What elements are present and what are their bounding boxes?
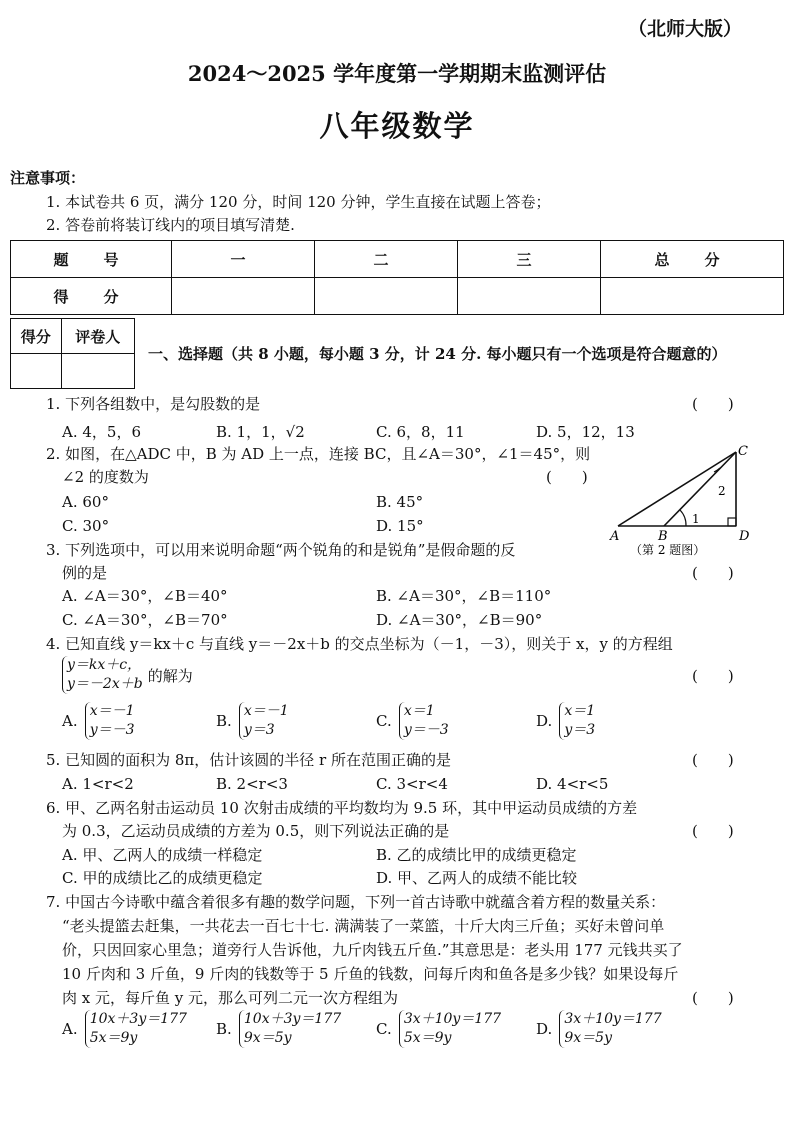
- label-d: D: [739, 529, 750, 544]
- option-line: y＝－3: [403, 722, 449, 738]
- q5-option-c[interactable]: C. 3<r<4: [376, 775, 448, 793]
- q2-stem-line-1: 2. 如图，在△ADC 中，B 为 AD 上一点，连接 BC，且∠A＝30°，∠1＝45°，则: [46, 445, 591, 463]
- option-label: D.: [536, 712, 553, 730]
- notice-item-2: 2. 答卷前将装订线内的项目填写清楚.: [46, 216, 295, 234]
- option-line: 5x＝9y: [403, 1030, 452, 1046]
- q7-option-d[interactable]: [536, 1010, 662, 1048]
- q7-stem-line-2: “老头提篮去赶集，一共花去一百七十七. 满满装了一菜篮，十斤大肉三斤鱼；买好未曾问单: [62, 917, 665, 935]
- score-input-cell[interactable]: [458, 278, 601, 315]
- q6-stem-line-2: 为 0.3，乙运动员成绩的方差为 0.5，则下列说法正确的是: [62, 822, 450, 840]
- score-cell: 一: [172, 241, 315, 278]
- label-a: A: [610, 529, 620, 544]
- figure-caption: （第 2 题图）: [630, 543, 706, 557]
- score-table-header-row: [11, 241, 784, 278]
- q3-stem-line-2: 例的是: [62, 564, 108, 582]
- score-table-score-row: [11, 278, 784, 315]
- option-line: y＝－3: [89, 722, 135, 738]
- answer-bracket[interactable]: ( ): [692, 989, 734, 1007]
- option-label: A.: [62, 1020, 78, 1038]
- q1-option-d[interactable]: D. 5，12，13: [536, 423, 635, 441]
- score-input-cell[interactable]: [601, 278, 784, 315]
- q7-option-b[interactable]: [216, 1010, 341, 1048]
- section-1-title: 一、选择题（共 8 小题，每小题 3 分，计 24 分. 每小题只有一个选项是符合题意的）: [148, 345, 727, 363]
- q6-stem-line-1: 6. 甲、乙两名射击运动员 10 次射击成绩的平均数均为 9.5 环，其中甲运动员成绩的方差: [46, 799, 638, 817]
- q3-option-c[interactable]: C. ∠A＝30°，∠B＝70°: [62, 611, 228, 629]
- q7-stem-line-1: 7. 中国古今诗歌中蕴含着很多有趣的数学问题，下列一首古诗歌中就蕴含着方程的数量关系：: [46, 893, 666, 911]
- option-line: 3x＋10y＝177: [564, 1011, 662, 1027]
- q3-stem-line-1: 3. 下列选项中，可以用来说明命题“两个锐角的和是锐角”是假命题的反: [46, 541, 516, 559]
- answer-bracket[interactable]: ( ): [546, 468, 588, 486]
- q1-stem: 1. 下列各组数中，是勾股数的是: [46, 395, 261, 413]
- score-input-cell[interactable]: [172, 278, 315, 315]
- q1-option-b[interactable]: B. 1，1，√2: [216, 423, 305, 441]
- option-label: A.: [62, 712, 78, 730]
- q5-option-d[interactable]: D. 4<r<5: [536, 775, 609, 793]
- score-cell: 总 分: [601, 241, 784, 278]
- label-angle-2: 2: [718, 484, 726, 498]
- option-line: x＝1: [564, 703, 596, 719]
- answer-bracket[interactable]: ( ): [692, 751, 734, 769]
- notice-item-1: 1. 本试卷共 6 页，满分 120 分，时间 120 分钟，学生直接在试题上答卷；: [46, 193, 551, 211]
- score-table: [10, 240, 784, 315]
- q2-option-d[interactable]: D. 15°: [376, 517, 424, 535]
- q6-option-c[interactable]: C. 甲的成绩比乙的成绩更稳定: [62, 869, 263, 887]
- grader-score-label: 得分: [11, 319, 62, 354]
- q5-option-b[interactable]: B. 2<r<3: [216, 775, 288, 793]
- angle-1-arc: [680, 510, 686, 526]
- option-label: B.: [216, 1020, 232, 1038]
- label-c: C: [738, 444, 748, 459]
- grader-name-input[interactable]: [61, 354, 134, 389]
- q5-option-a[interactable]: A. 1<r<2: [62, 775, 134, 793]
- q2-triangle-figure: [600, 440, 770, 560]
- score-input-cell[interactable]: [315, 278, 458, 315]
- answer-bracket[interactable]: ( ): [692, 822, 734, 840]
- q4-option-c[interactable]: [376, 702, 449, 740]
- option-label: C.: [376, 712, 392, 730]
- q4-stem-line-2: 的解为: [147, 666, 193, 685]
- score-cell: 得 分: [11, 278, 172, 315]
- option-line: 9x＝5y: [243, 1030, 292, 1046]
- q7-stem-line-3: 价，只因回家心里急；道旁行人告诉他，九斤肉钱五斤鱼.”其意思是：老头用 177 元钱共买了: [62, 941, 683, 959]
- q6-option-b[interactable]: B. 乙的成绩比甲的成绩更稳定: [376, 846, 577, 864]
- q4-system: [62, 656, 195, 694]
- q2-option-c[interactable]: C. 30°: [62, 517, 110, 535]
- subject-title: 八年级数学: [319, 109, 475, 143]
- score-cell: 二: [315, 241, 458, 278]
- answer-bracket[interactable]: ( ): [692, 395, 734, 413]
- option-line: 9x＝5y: [564, 1030, 612, 1046]
- label-b: B: [658, 529, 668, 544]
- option-line: 10x＋3y＝177: [243, 1011, 342, 1027]
- q4-option-b[interactable]: [216, 702, 289, 740]
- option-line: y＝3: [564, 722, 596, 738]
- option-line: y＝3: [243, 722, 275, 738]
- q7-stem-line-5: 肉 x 元，每斤鱼 y 元，那么可列二元一次方程组为: [62, 989, 399, 1007]
- answer-bracket[interactable]: ( ): [692, 564, 734, 582]
- q4-stem-line-1: 4. 已知直线 y＝kx＋c 与直线 y＝－2x＋b 的交点坐标为（－1，－3），则关于 x，y 的方程组: [46, 635, 673, 653]
- q4-option-a[interactable]: [62, 702, 135, 740]
- option-line: 3x＋10y＝177: [403, 1011, 502, 1027]
- answer-bracket[interactable]: ( ): [692, 667, 734, 685]
- option-label: B.: [216, 712, 232, 730]
- label-angle-1: 1: [692, 512, 700, 526]
- q1-option-c[interactable]: C. 6，8，11: [376, 423, 465, 441]
- option-line: x＝－1: [89, 703, 135, 719]
- score-cell: 三: [458, 241, 601, 278]
- score-cell: 题 号: [11, 241, 172, 278]
- right-angle-mark: [728, 518, 736, 526]
- q4-equation-1: y＝kx＋c，: [67, 657, 142, 673]
- q7-option-c[interactable]: [376, 1010, 501, 1048]
- grader-box: [10, 318, 135, 389]
- option-line: x＝1: [403, 703, 435, 719]
- q4-option-d[interactable]: [536, 702, 595, 740]
- notice-heading: 注意事项：: [10, 169, 86, 187]
- exam-title: 2024～2025 学年度第一学期期末监测评估: [187, 61, 607, 86]
- q3-option-a[interactable]: A. ∠A＝30°，∠B＝40°: [62, 587, 228, 605]
- grader-name-label: 评卷人: [61, 319, 134, 354]
- q5-stem: 5. 已知圆的面积为 8π，估计该圆的半径 r 所在范围正确的是: [46, 751, 451, 769]
- grader-score-input[interactable]: [11, 354, 62, 389]
- q7-stem-line-4: 10 斤肉和 3 斤鱼，9 斤肉的钱数等于 5 斤鱼的钱数，问每斤肉和鱼各是多少钱？如果设每斤: [62, 965, 679, 983]
- q1-option-a[interactable]: A. 4，5，6: [62, 423, 141, 441]
- option-line: 10x＋3y＝177: [89, 1011, 187, 1027]
- q2-option-a[interactable]: A. 60°: [62, 493, 109, 511]
- q6-option-a[interactable]: A. 甲、乙两人的成绩一样稳定: [62, 846, 263, 864]
- q2-stem-line-2: ∠2 的度数为: [62, 468, 149, 486]
- q3-option-b[interactable]: B. ∠A＝30°，∠B＝110°: [376, 587, 552, 605]
- edition-label: （北师大版）: [628, 18, 743, 40]
- q4-equation-system: [62, 656, 143, 694]
- option-line: 5x＝9y: [89, 1030, 138, 1046]
- q2-option-b[interactable]: B. 45°: [376, 493, 424, 511]
- option-label: D.: [536, 1020, 553, 1038]
- q3-option-d[interactable]: D. ∠A＝30°，∠B＝90°: [376, 611, 543, 629]
- q4-equation-2: y＝－2x＋b: [67, 676, 143, 692]
- option-label: C.: [376, 1020, 392, 1038]
- q6-option-d[interactable]: D. 甲、乙两人的成绩不能比较: [376, 869, 578, 887]
- option-line: x＝－1: [243, 703, 289, 719]
- q7-option-a[interactable]: [62, 1010, 187, 1048]
